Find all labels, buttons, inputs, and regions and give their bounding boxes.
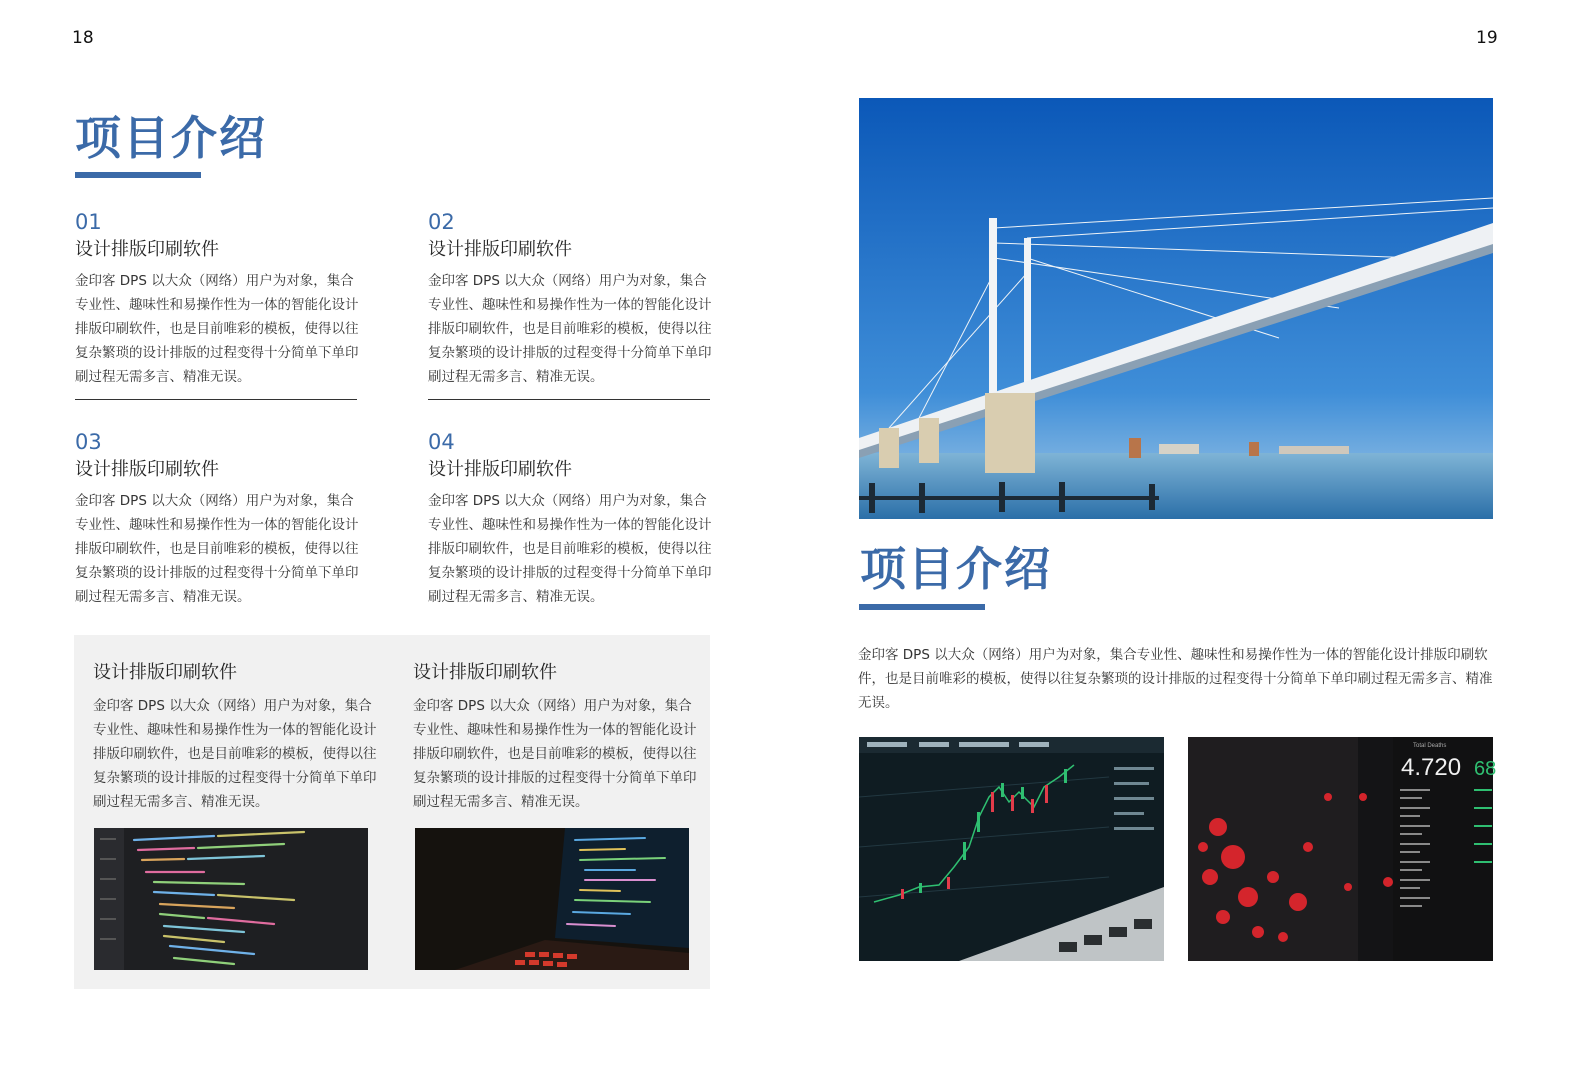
box-heading: 设计排版印刷软件 [413,662,557,683]
box-column-1 [93,664,377,814]
page-title-left: 项目介绍 [75,111,267,165]
divider [75,399,357,400]
section-number: 02 [428,210,455,234]
section-number: 01 [75,210,102,234]
divider [428,399,710,400]
dashboard-figure: 4.720 [1401,754,1462,781]
section-number: 04 [428,430,455,454]
svg-text:68: 68 [1474,758,1497,780]
section-03 [75,432,360,609]
section-heading: 设计排版印刷软件 [428,459,572,480]
page-title-right: 项目介绍 [860,542,1052,596]
trading-chart-photo [859,737,1164,961]
section-body: 金印客 DPS 以大众（网络）用户为对象，集合专业性、趣味性和易操作性为一体的智能化设计排版印刷软件，也是目前唯彩的模板，使得以往复杂繁琐的设计排版的过程变得十分简单下单印刷过程无需多言、精准无误。 [428,493,712,605]
intro-paragraph: 金印客 DPS 以大众（网络）用户为对象，集合专业性、趣味性和易操作性为一体的智能化设计排版印刷软件，也是目前唯彩的模板，使得以往复杂繁琐的设计排版的过程变得十分简单下单印刷过程无需多言、精准无误。 [858,647,1493,711]
page-number-right: 19 [1476,28,1498,48]
section-heading: 设计排版印刷软件 [75,459,219,480]
title-underline-left [75,172,201,178]
section-body: 金印客 DPS 以大众（网络）用户为对象，集合专业性、趣味性和易操作性为一体的智能化设计排版印刷软件，也是目前唯彩的模板，使得以往复杂繁琐的设计排版的过程变得十分简单下单印刷过程无需多言、精准无误。 [428,273,712,385]
box-body: 金印客 DPS 以大众（网络）用户为对象，集合专业性、趣味性和易操作性为一体的智能化设计排版印刷软件，也是目前唯彩的模板，使得以往复杂繁琐的设计排版的过程变得十分简单下单印刷过程无需多言、精准无误。 [93,698,377,810]
box-heading: 设计排版印刷软件 [93,662,237,683]
laptop-photo [415,828,689,970]
section-01 [75,212,360,389]
section-04 [428,432,713,609]
section-heading: 设计排版印刷软件 [428,239,572,260]
title-underline-right [859,604,985,610]
bridge-photo [859,98,1493,519]
section-number: 03 [75,430,102,454]
section-heading: 设计排版印刷软件 [75,239,219,260]
section-body: 金印客 DPS 以大众（网络）用户为对象，集合专业性、趣味性和易操作性为一体的智能化设计排版印刷软件，也是目前唯彩的模板，使得以往复杂繁琐的设计排版的过程变得十分简单下单印刷过程无需多言、精准无误。 [75,273,359,385]
section-body: 金印客 DPS 以大众（网络）用户为对象，集合专业性、趣味性和易操作性为一体的智能化设计排版印刷软件，也是目前唯彩的模板，使得以往复杂繁琐的设计排版的过程变得十分简单下单印刷过程无需多言、精准无误。 [75,493,359,605]
box-column-2 [413,664,697,814]
page-number-left: 18 [72,28,94,48]
dashboard-label: Total Deaths [1413,743,1447,749]
code-photo [94,828,368,970]
box-body: 金印客 DPS 以大众（网络）用户为对象，集合专业性、趣味性和易操作性为一体的智能化设计排版印刷软件，也是目前唯彩的模板，使得以往复杂繁琐的设计排版的过程变得十分简单下单印刷过程无需多言、精准无误。 [413,698,697,810]
section-02 [428,212,713,389]
map-dashboard-photo [1188,737,1497,961]
